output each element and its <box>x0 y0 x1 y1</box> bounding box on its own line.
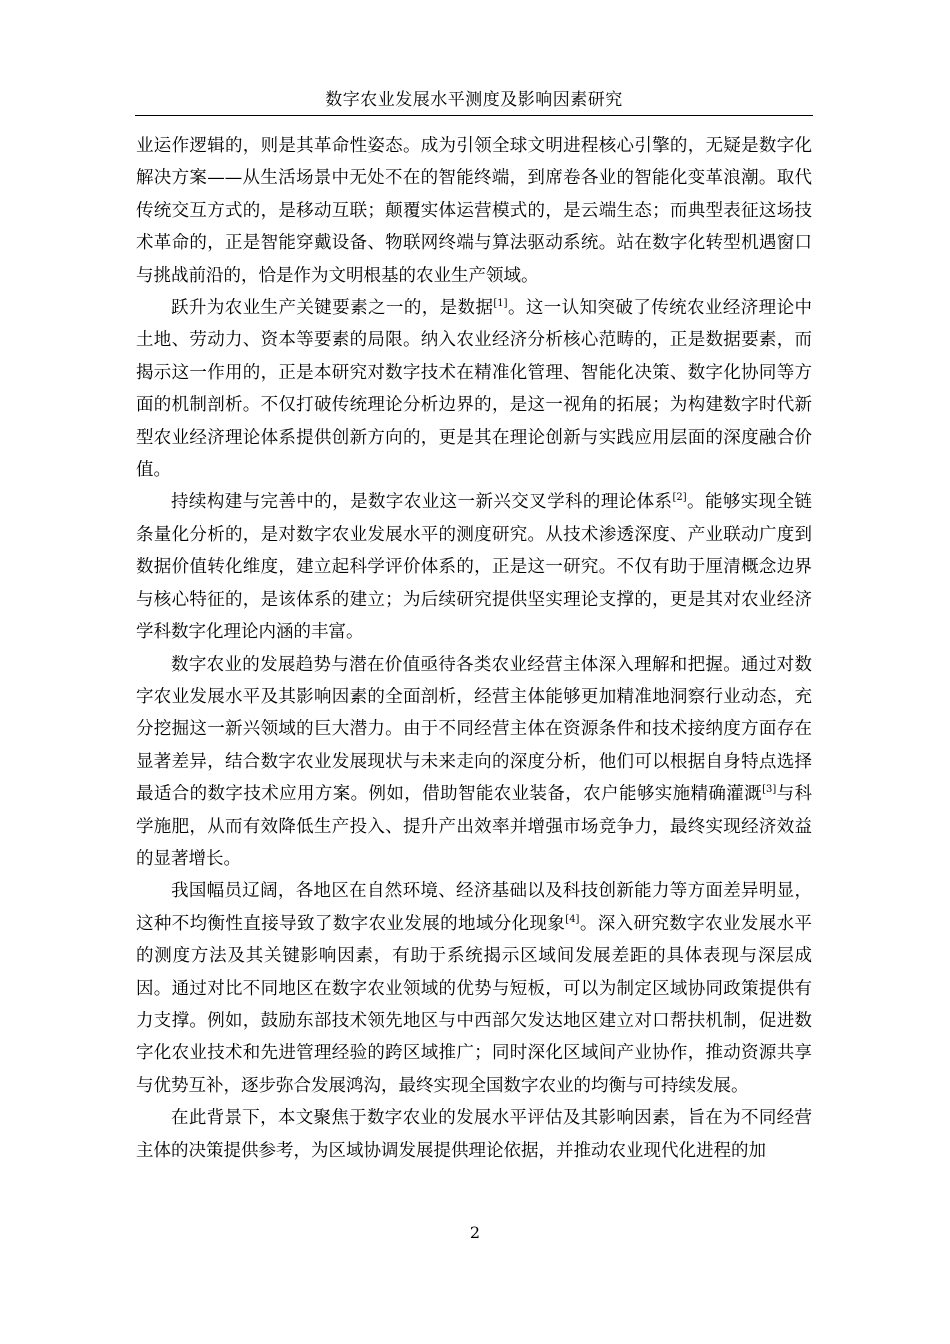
paragraph-text: 持续构建与完善中的，是数字农业这一新兴交叉学科的理论体系 <box>171 492 673 513</box>
paragraph <box>136 130 812 292</box>
paragraph-text: 。能够实现全链条量化分析的，是对数字农业发展水平的测度研究。从技术渗透深度、产业联动广度到数据价值转化维度，建立起科学评价体系的，正是这一研究。不仅有助于厘清概念边界与核心特征的，是该体系的建立；为后续研究提供坚实理论支撑的，更是其对农业经济学科数字化理论内涵的丰富。 <box>136 492 813 643</box>
citation-ref: [3] <box>762 784 777 796</box>
paragraph <box>136 649 812 876</box>
running-header: 数字农业发展水平测度及影响因素研究 <box>325 90 623 110</box>
paragraph-text: 在此背景下，本文聚焦于数字农业的发展水平评估及其影响因素，旨在为不同经营主体的决策提供参考，为区域协调发展提供理论依据，并推动农业现代化进程的加 <box>136 1108 812 1161</box>
paragraph-text: 数字农业的发展趋势与潜在价值亟待各类农业经营主体深入理解和把握。通过对数字农业发展水平及其影响因素的全面剖析，经营主体能够更加精准地洞察行业动态，充分挖掘这一新兴领域的巨大潜力。由于不同经营主体在资源条件和技术接纳度方面存在显著差异，结合数字农业发展现状与未来走向的深度分析，他们可以根据自身特点选择最适合的数字技术应用方案。例如，借助智能农业装备，农户能够实施精确灌溉 <box>136 654 812 805</box>
paragraph-text: 与科学施肥，从而有效降低生产投入、提升产出效率并增强市场竞争力，最终实现经济效益的显著增长。 <box>136 784 813 869</box>
paragraph-text: 业运作逻辑的，则是其革命性姿态。成为引领全球文明进程核心引擎的，无疑是数字化解决方案——从生活场景中无处不在的智能终端，到席卷各业的智能化变革浪潮。取代传统交互方式的，是移动互联；颠覆实体运营模式的，是云端生态；而典型表征这场技术革命的，正是智能穿戴设备、物联网终端与算法驱动系统。站在数字化转型机遇窗口与挑战前沿的，恰是作为文明根基的农业生产领域。 <box>136 136 812 286</box>
header-rule <box>135 115 813 116</box>
page-number: 2 <box>469 1223 481 1242</box>
paragraph-text: 。这一认知突破了传统农业经济理论中土地、劳动力、资本等要素的局限。纳入农业经济分析核心范畴的，正是数据要素，而揭示这一作用的，正是本研究对数字技术在精准化管理、智能化决策、数字化协同等方面的机制剖析。不仅打破传统理论分析边界的，是这一视角的拓展；为构建数字时代新型农业经济理论体系提供创新方向的，更是其在理论创新与实践应用层面的深度融合价值。 <box>136 298 813 481</box>
paragraph-text: 。深入研究数字农业发展水平的测度方法及其关键影响因素，有助于系统揭示区域间发展差距的具体表现与深层成因。通过对比不同地区在数字农业领域的优势与短板，可以为制定区域协同政策提供有力支撑。例如，鼓励东部技术领先地区与中西部欠发达地区建立对口帮扶机制，促进数字化农业技术和先进管理经验的跨区域推广；同时深化区域间产业协作，推动资源共享与优势互补，逐步弥合发展鸿沟，最终实现全国数字农业的均衡与可持续发展。 <box>136 913 813 1096</box>
paragraph <box>136 875 812 1102</box>
citation-ref: [4] <box>565 913 580 925</box>
paragraph-text: 我国幅员辽阔，各地区在自然环境、经济基础以及科技创新能力等方面差异明显，这种不均衡性直接导致了数字农业发展的地域分化现象 <box>136 881 812 934</box>
paragraph <box>136 1102 812 1167</box>
paragraph <box>136 486 812 648</box>
paragraph-text: 跃升为农业生产关键要素之一的，是数据 <box>171 298 494 319</box>
citation-ref: [2] <box>672 492 687 504</box>
paragraph <box>136 292 812 486</box>
citation-ref: [1] <box>493 298 508 310</box>
body-text <box>136 130 812 1167</box>
